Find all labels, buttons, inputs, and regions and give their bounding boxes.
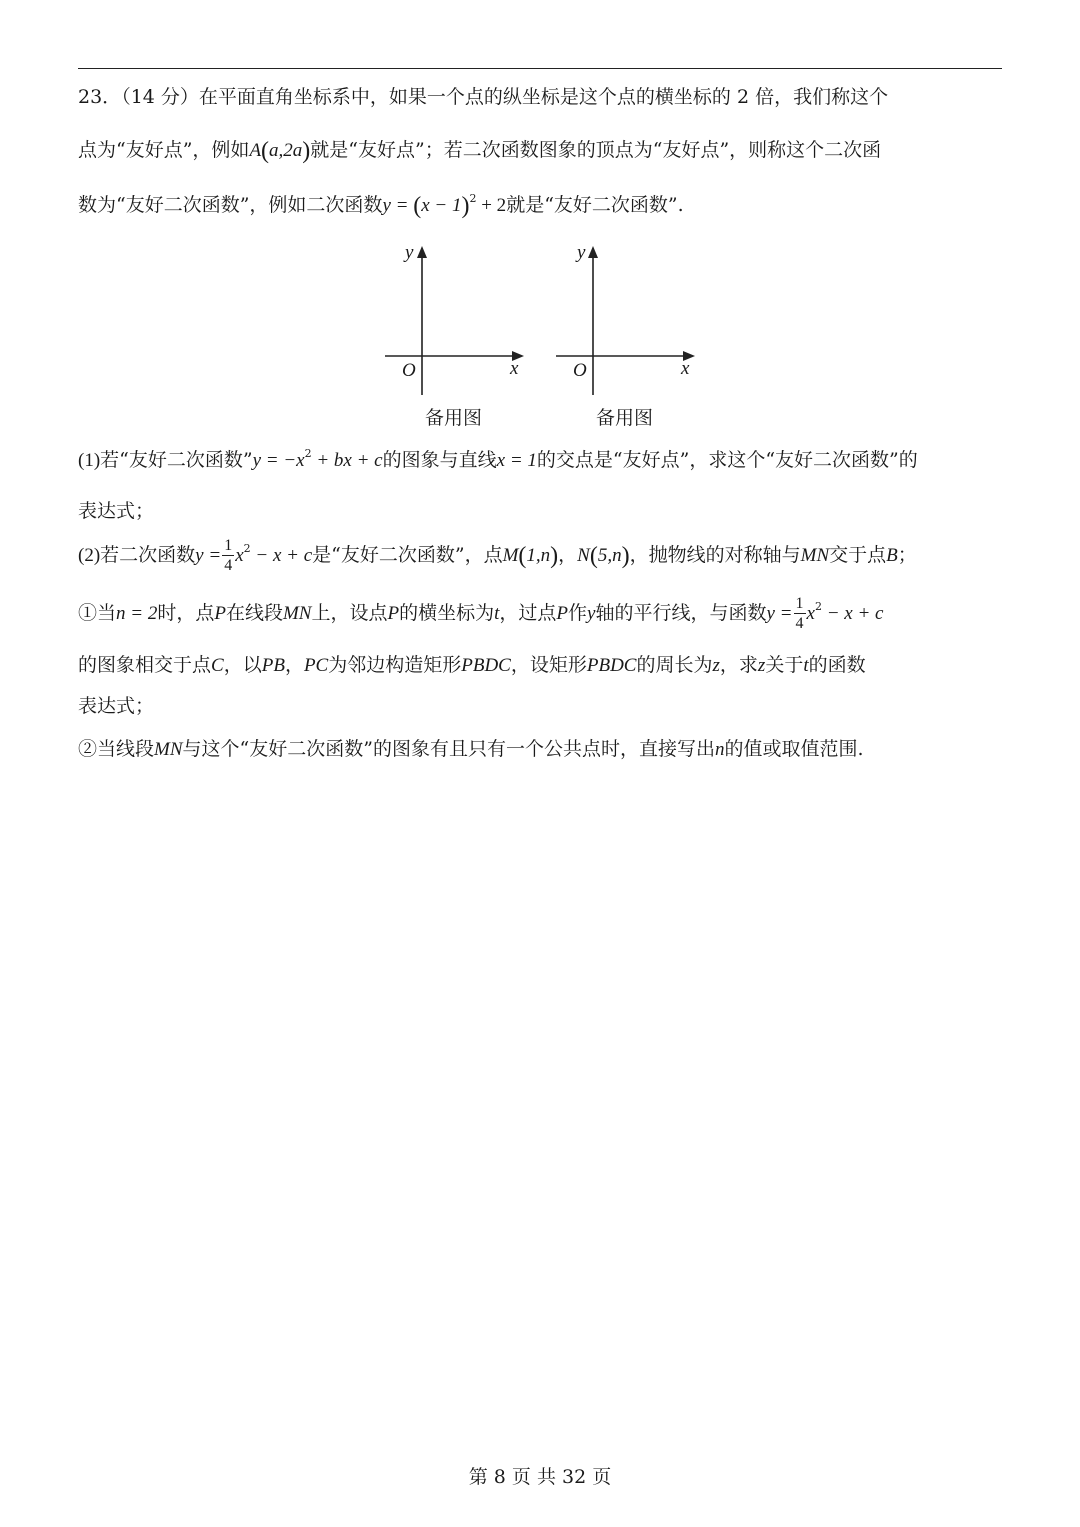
formula: − x + c xyxy=(250,545,313,566)
fraction-denominator: 4 xyxy=(795,615,804,632)
sub-text: 的函数 xyxy=(808,654,866,676)
point-label: A xyxy=(249,140,262,161)
part-text: 交于点 xyxy=(829,544,887,566)
point-label: C xyxy=(211,655,224,676)
fraction xyxy=(222,538,234,574)
formula: x xyxy=(806,603,815,624)
y-axis-label: y xyxy=(577,242,586,263)
part-text: 的交点是“友好点”，求这个“友好二次函数”的 xyxy=(536,449,918,471)
formula: y = −x xyxy=(252,450,305,471)
sub-text: 与这个“友好二次函数”的图象有且只有一个公共点时，直接写出 xyxy=(182,738,715,760)
variable: n xyxy=(714,739,725,760)
formula: y = xyxy=(382,195,414,216)
sub-text: 的值或取值范围. xyxy=(724,738,864,760)
sub-label: ②当线段 xyxy=(78,738,155,760)
segment-label: MN xyxy=(800,545,830,566)
formula: y = xyxy=(766,603,793,624)
problem-points: （14 分） xyxy=(121,86,199,108)
part-text: ，抛物线的对称轴与 xyxy=(629,544,801,566)
segment-label: PC xyxy=(303,655,329,676)
separator: ， xyxy=(558,544,578,566)
point-coords: 5,n xyxy=(597,545,622,566)
problem-line-1 xyxy=(78,86,888,109)
point-label: N xyxy=(577,545,590,566)
problem-text: 就是“友好点”；若二次函数图象的顶点为“友好点”，则称这个二次函 xyxy=(310,139,882,161)
formula: x xyxy=(235,545,244,566)
formula: x = 1 xyxy=(496,450,537,471)
sub-text: ， xyxy=(284,654,304,676)
part-text: 是“友好二次函数”，点 xyxy=(312,544,503,566)
segment-label: MN xyxy=(282,603,312,624)
page-footer: 第 8 页 共 32 页 xyxy=(468,1466,612,1488)
problem-text: 点为“友好点”，例如 xyxy=(78,139,250,161)
variable: z xyxy=(712,655,720,676)
rectangle-label: PBDC xyxy=(586,655,637,676)
fraction xyxy=(794,596,806,632)
y-axis-label: y xyxy=(405,242,414,263)
sub1-line-2 xyxy=(78,654,866,678)
fraction-numerator: 1 xyxy=(224,537,233,554)
sub-text: 的周长为 xyxy=(636,654,713,676)
origin-label: O xyxy=(573,360,587,381)
problem-number: 23． xyxy=(78,86,122,108)
sub-text: 为邻边构造矩形 xyxy=(328,654,462,676)
part-text: 的图象与直线 xyxy=(382,449,497,471)
variable: t xyxy=(803,655,809,676)
point-coords: 1,n xyxy=(526,545,551,566)
part1-line-2: 表达式； xyxy=(78,500,155,522)
sub-text: 的图象相交于点 xyxy=(78,654,212,676)
sub-text: ，求 xyxy=(719,654,758,676)
sub-text: 的横坐标为 xyxy=(399,602,495,624)
problem-line-3: 数为“友好二次函数”，例如二次函数$y = (x - 1)^2 + 2$就是“友好二次函数”. xyxy=(78,192,684,219)
sub-text: 上，设点 xyxy=(311,602,388,624)
formula: x − 1 xyxy=(421,195,462,216)
segment-label: PB xyxy=(261,655,285,676)
exponent: 2 xyxy=(814,600,822,613)
coordinate-figure-1 xyxy=(380,240,530,400)
origin-label: O xyxy=(402,360,416,381)
header-rule xyxy=(78,68,1002,69)
formula: + bx + c xyxy=(311,450,383,471)
problem-text: 在平面直角坐标系中，如果一个点的纵坐标是这个点的横坐标的 2 倍，我们称这个 xyxy=(198,86,889,108)
formula: n = 2 xyxy=(116,603,158,624)
formula: + 2 xyxy=(476,195,507,216)
formula: − x + c xyxy=(821,603,884,624)
sub-text: ，以 xyxy=(223,654,262,676)
point-label: P xyxy=(387,603,400,624)
formula: y = xyxy=(195,545,222,566)
exponent: 2 xyxy=(243,542,251,555)
problem-text: 就是“友好二次函数”. xyxy=(506,194,684,216)
variable: t xyxy=(494,603,500,624)
point-label: P xyxy=(214,603,226,624)
sub-text: 在线段 xyxy=(225,602,283,624)
fraction-denominator: 4 xyxy=(224,557,233,574)
problem-text: 数为“友好二次函数”，例如二次函数 xyxy=(78,194,383,216)
sub1-line-1 xyxy=(78,596,883,632)
figure-caption-2: 备用图 xyxy=(596,407,654,429)
fraction-numerator: 1 xyxy=(795,595,804,612)
point-coords: a,2a xyxy=(269,140,303,161)
sub-text: 作 xyxy=(568,602,588,624)
sub-text: 时，点 xyxy=(157,602,215,624)
point-label: M xyxy=(502,545,519,566)
segment-label: MN xyxy=(154,739,183,760)
x-axis-label: x xyxy=(510,358,519,379)
rectangle-label: PBDC xyxy=(461,655,511,676)
exponent: 2 xyxy=(469,192,477,205)
problem-line-2: 点为“友好点”，例如A(a,2a)就是“友好点”；若二次函数图象的顶点为“友好点”，则称这个二次函 xyxy=(78,138,882,164)
part-label: (1) xyxy=(78,450,101,471)
sub-text: ，过点 xyxy=(499,602,557,624)
exponent: 2 xyxy=(304,447,312,460)
sub1-line-3: 表达式； xyxy=(78,695,155,717)
part-text: 若“友好二次函数” xyxy=(100,449,253,471)
figure-caption-1: 备用图 xyxy=(425,407,483,429)
part1-line-1 xyxy=(78,449,918,473)
coordinate-figure-2 xyxy=(551,240,701,400)
variable: y xyxy=(587,603,596,624)
point-label: P xyxy=(556,603,569,624)
part-text: ； xyxy=(897,544,917,566)
part2-line-1: (2)若二次函数y = $\frac{1}{4}$ $x^2 - x + c$是“友好二次函数”，点M(1,n)，N(5,n)，抛物线的对称轴与MN交于点B； xyxy=(78,537,917,574)
variable: z xyxy=(757,655,766,676)
sub-label: ①当 xyxy=(78,602,117,624)
x-axis-label: x xyxy=(681,358,690,379)
sub2-line-1 xyxy=(78,738,864,762)
sub-text: 轴的平行线，与函数 xyxy=(595,602,767,624)
part-label: (2) xyxy=(78,545,101,566)
sub-text: 关于 xyxy=(765,654,804,676)
point-label: B xyxy=(886,545,898,566)
part-text: 若二次函数 xyxy=(100,544,196,566)
sub-text: ，设矩形 xyxy=(510,654,587,676)
